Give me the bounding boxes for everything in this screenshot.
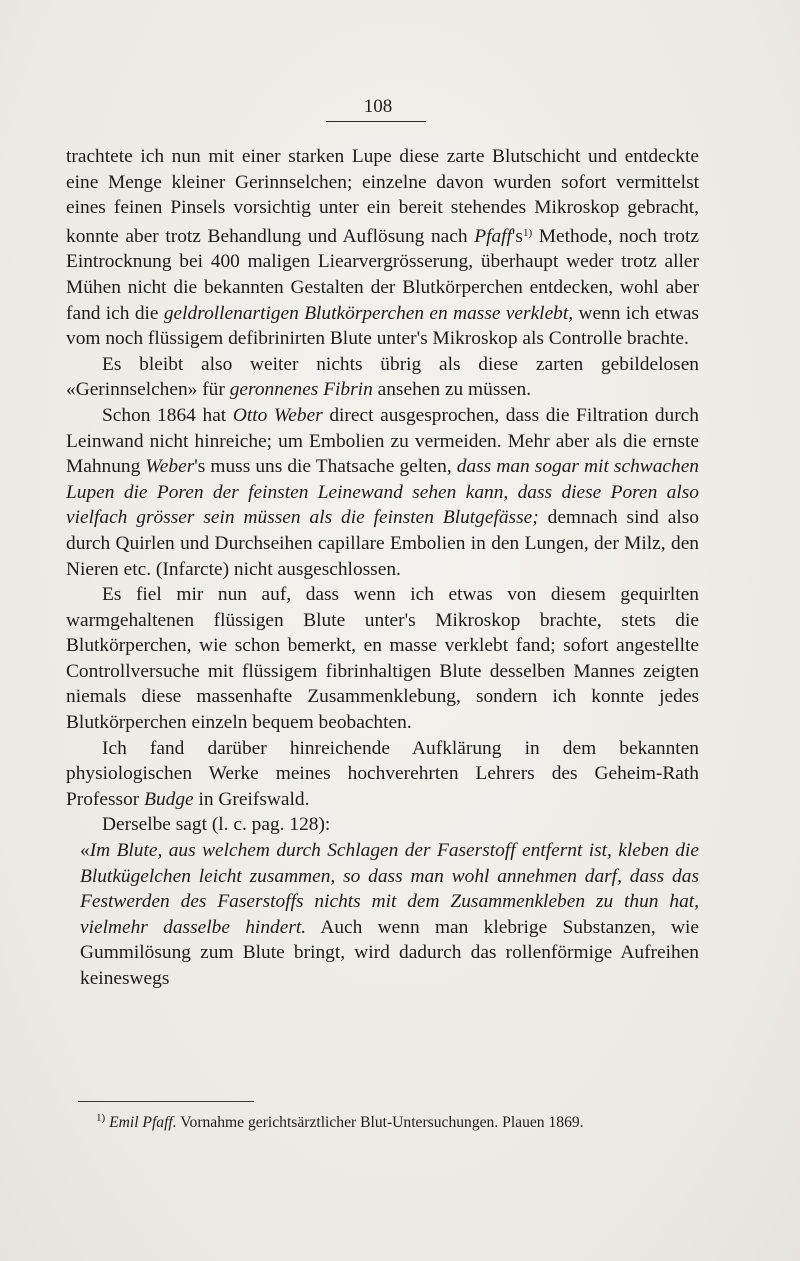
emphasis-text: Otto Weber [232, 404, 323, 426]
paragraph [66, 736, 699, 813]
footnote-reference: 1) [522, 226, 533, 239]
text-run: Es fiel mir nun auf, dass wenn ich etwas von diesem gequirlten warmgehaltenen flüssigen Blute unter's Mikroskop brachte, stets die Blutkörperchen, wie schon bemerkt, en masse verklebt fand; sofort angestellte Controllversuche mit flüssigem fibrinhaltigen Blute desselben Mannes zeigten niemals diese massenhafte Zusammenklebung, sondern ich konnte jedes Blutkörperchen einzeln bequem beobachten. [66, 584, 699, 734]
text-run: Derselbe sagt (l. c. pag. 128): [102, 814, 331, 836]
footnote-author: Emil Pfaff. [109, 1114, 177, 1131]
paragraph [66, 582, 699, 736]
paragraph [66, 812, 699, 838]
paragraph [66, 144, 699, 352]
text-run: demnach sind also durch Quirlen und Durchseihen capillare Embolien in den Lungen, der Milz, den Nieren etc. (Infarcte) nicht ausgeschlossen. [66, 507, 699, 580]
footnote-text: Vornahme gerichtsärztlicher Blut-Untersuchungen. Plauen 1869. [176, 1114, 584, 1131]
text-run: ansehen zu müssen. [372, 379, 532, 401]
text-run: direct ausgesprochen, dass die Filtration durch Leinwand nicht hinreiche; um Embolien zu vermeiden. Mehr aber als die ernste Mahnung [66, 404, 699, 478]
quote-paragraph [66, 838, 699, 992]
text-run: Auch wenn man klebrige Substanzen, wie Gummilösung zum Blute bringt, wird dadurch das rollenförmige Aufreihen keineswegs [80, 916, 699, 989]
emphasis-text: Weber [145, 456, 195, 478]
text-run: « [80, 840, 90, 862]
footnote-rule [78, 1101, 254, 1102]
text-run: wenn ich etwas vom noch flüssigem defibrinirten Blute unter's Mikroskop als Controlle brachte. [66, 302, 699, 350]
emphasis-text: Budge [144, 788, 194, 810]
body-text [66, 144, 699, 992]
page-number: 108 [363, 96, 393, 117]
text-run: Methode, noch trotz Eintrocknung bei 400 maligen Liearvergrösserung, überhaupt weder trotz aller Mühen nicht die bekannten Gestalten der Blutkörperchen entdecken, wohl aber fand ich die [66, 225, 700, 324]
emphasis-text: Im Blute, aus welchem durch Schlagen der Faserstoff entfernt ist, kleben die Blutkügelchen leicht zusammen, so dass man wohl annehmen darf, dass das Festwerden des Faserstoffs nichts mit dem Zusammenkleben zu thun hat, vielmehr dasselbe hindert. [80, 840, 699, 938]
text-run: trachtete ich nun mit einer starken Lupe diese zarte Blutschicht und entdeckte eine Menge kleiner Gerinnselchen; einzelne davon wurden sofort vermittelst eines feinen Pinsels vorsichtig unter ein bereit stehendes Mikroskop gebracht, konnte aber trotz Behandlung und Auflösung nach [66, 146, 699, 247]
paragraph [66, 403, 699, 582]
text-run: 's muss uns die Thatsache gelten, [194, 456, 457, 478]
text-run: Schon 1864 hat [102, 404, 233, 426]
text-run: Es bleibt also weiter nichts übrig als diese zarten gebildelosen «Gerinnselchen» für [66, 353, 699, 401]
emphasis-text: geldrollenartigen Blutkörperchen en masse verklebt, [163, 302, 574, 324]
emphasis-text: dass man sogar mit schwachen Lupen die Poren der feinsten Leinewand sehen kann, dass diese Poren also vielfach grösser sein müssen als die feinsten Blutgefässe; [66, 456, 699, 529]
footnote-marker: 1) [96, 1112, 106, 1124]
header-rule [326, 121, 426, 122]
emphasis-text: Pfaff [474, 225, 512, 247]
text-run: Ich fand darüber hinreichende Aufklärung in dem bekannten physiologischen Werke meines hochverehrten Lehrers des Geheim-Rath Professor [66, 737, 699, 810]
emphasis-text: geronnenes Fibrin [229, 379, 373, 401]
footnote [96, 1107, 696, 1134]
text-run: in Greifswald. [193, 788, 310, 810]
paragraph [66, 352, 699, 403]
text-run: 's [511, 225, 523, 247]
